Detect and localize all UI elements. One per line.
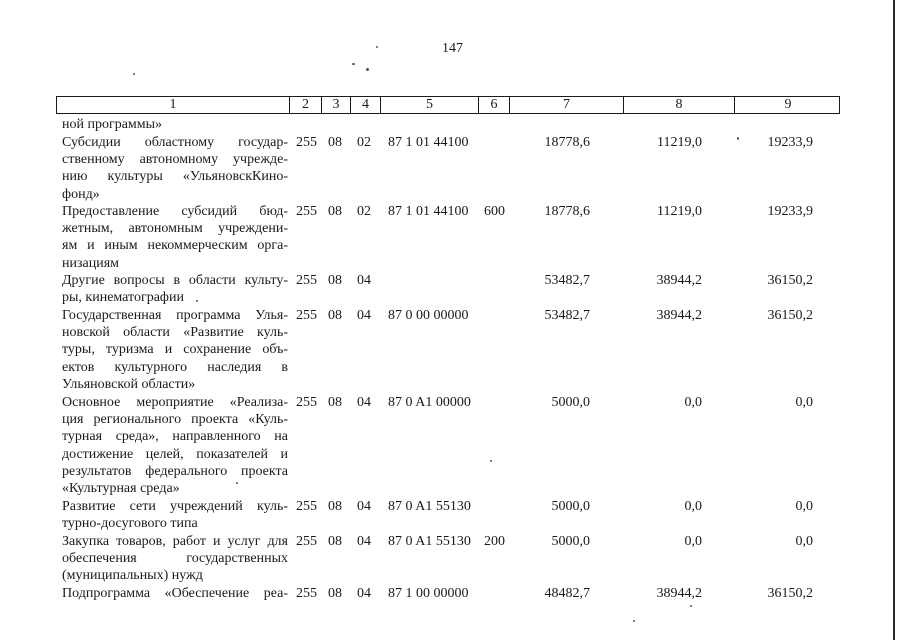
- amount-col-8: 38944,2: [656, 586, 702, 601]
- admin-code: 255: [296, 135, 317, 150]
- description-line: Подпрограмма «Обеспечение реа-: [62, 586, 288, 601]
- target-article-code: 87 0 00 00000: [388, 308, 469, 323]
- scan-speck: [196, 300, 198, 302]
- scan-speck: [690, 605, 692, 607]
- amount-col-8: 0,0: [684, 395, 702, 410]
- description-line: нию культуры «УльяновскКино-: [62, 169, 288, 185]
- description-line: (муниципальных) нужд: [62, 568, 203, 584]
- row-description: [62, 498, 288, 532]
- scan-speck: [352, 63, 355, 65]
- admin-code: 255: [296, 534, 317, 549]
- description-line: ной программы»: [62, 117, 163, 132]
- description-line: ектов культурного наследия в: [62, 359, 288, 375]
- amount-col-9: 0,0: [795, 395, 813, 410]
- amount-col-9: 19233,9: [767, 135, 813, 150]
- section-code: 08: [328, 395, 342, 410]
- amount-col-8: 0,0: [684, 534, 702, 549]
- amount-col-7: 18778,6: [544, 204, 590, 219]
- target-article-code: 87 0 A1 55130: [388, 534, 471, 549]
- amount-col-8: 38944,2: [656, 308, 702, 323]
- scan-speck: [737, 137, 739, 140]
- subsection-code: 04: [357, 273, 371, 288]
- expense-type-code: 200: [484, 534, 505, 549]
- target-article-code: 87 1 01 44100: [388, 135, 469, 150]
- amount-col-8: 0,0: [684, 499, 702, 514]
- row-description: [62, 203, 288, 272]
- target-article-code: 87 1 01 44100: [388, 204, 469, 219]
- header-col-8: 8: [624, 97, 735, 113]
- subsection-code: 04: [357, 586, 371, 601]
- description-line: Другие вопросы в области культу-: [62, 273, 288, 288]
- description-line: ственному автономному учрежде-: [62, 152, 288, 168]
- admin-code: 255: [296, 586, 317, 601]
- section-code: 08: [328, 499, 342, 514]
- amount-col-7: 5000,0: [551, 499, 590, 514]
- section-code: 08: [328, 308, 342, 323]
- amount-col-7: 53482,7: [544, 308, 590, 323]
- header-col-3: 3: [322, 97, 351, 113]
- header-col-6: 6: [479, 97, 510, 113]
- description-line: ры, кинематографии: [62, 290, 184, 306]
- description-line: низациям: [62, 255, 120, 271]
- description-line: ям и иным некоммерческим орга-: [62, 238, 288, 254]
- description-line: Государственная программа Улья-: [62, 308, 288, 323]
- row-description: [62, 585, 288, 602]
- description-line: Ульяновской области»: [62, 376, 196, 392]
- subsection-code: 02: [357, 135, 371, 150]
- row-description: [62, 394, 288, 497]
- description-line: обеспечения государственных: [62, 551, 288, 567]
- description-line: «Культурная среда»: [62, 481, 180, 497]
- row-description: [62, 116, 288, 133]
- description-line: Субсидии областному государ-: [62, 135, 288, 150]
- amount-col-7: 5000,0: [551, 395, 590, 410]
- subsection-code: 02: [357, 204, 371, 219]
- section-code: 08: [328, 204, 342, 219]
- row-description: [62, 134, 288, 203]
- admin-code: 255: [296, 204, 317, 219]
- subsection-code: 04: [357, 499, 371, 514]
- amount-col-8: 38944,2: [656, 273, 702, 288]
- amount-col-9: 36150,2: [767, 273, 813, 288]
- row-description: [62, 272, 288, 306]
- page-edge-border: [893, 0, 895, 640]
- scan-speck: [133, 73, 135, 75]
- amount-col-7: 18778,6: [544, 135, 590, 150]
- subsection-code: 04: [357, 395, 371, 410]
- header-col-7: 7: [510, 97, 624, 113]
- amount-col-8: 11219,0: [657, 204, 702, 219]
- header-col-4: 4: [351, 97, 381, 113]
- section-code: 08: [328, 586, 342, 601]
- scan-speck: [490, 460, 492, 462]
- scan-speck: [376, 46, 378, 48]
- admin-code: 255: [296, 499, 317, 514]
- section-code: 08: [328, 135, 342, 150]
- admin-code: 255: [296, 308, 317, 323]
- target-article-code: 87 0 A1 55130: [388, 499, 471, 514]
- page-number: 147: [442, 41, 463, 56]
- amount-col-9: 19233,9: [767, 204, 813, 219]
- description-line: турно-досугового типа: [62, 516, 198, 532]
- description-line: Основное мероприятие «Реализа-: [62, 395, 288, 410]
- scan-speck: [633, 620, 635, 622]
- description-line: ция регионального проекта «Куль-: [62, 412, 288, 428]
- section-code: 08: [328, 273, 342, 288]
- amount-col-9: 0,0: [795, 534, 813, 549]
- description-line: фонд»: [62, 186, 100, 202]
- subsection-code: 04: [357, 534, 371, 549]
- description-line: достижение целей, показателей и: [62, 446, 288, 462]
- target-article-code: 87 0 A1 00000: [388, 395, 471, 410]
- row-description: [62, 533, 288, 585]
- description-line: результатов федерального проекта: [62, 463, 288, 479]
- scan-speck: [236, 482, 238, 484]
- amount-col-9: 0,0: [795, 499, 813, 514]
- description-line: новской области «Развитие куль-: [62, 325, 288, 341]
- description-line: жетным, автономным учреждени-: [62, 221, 288, 237]
- description-line: Предоставление субсидий бюд-: [62, 204, 288, 219]
- description-line: туры, туризма и сохранение объ-: [62, 342, 288, 358]
- description-line: турная среда», направленного на: [62, 429, 288, 445]
- description-line: Закупка товаров, работ и услуг для: [62, 534, 288, 549]
- table-header: [56, 96, 840, 114]
- admin-code: 255: [296, 395, 317, 410]
- admin-code: 255: [296, 273, 317, 288]
- amount-col-9: 36150,2: [767, 308, 813, 323]
- target-article-code: 87 1 00 00000: [388, 586, 469, 601]
- header-col-9: 9: [784, 97, 792, 112]
- header-col-1: 1: [57, 97, 290, 113]
- header-col-2: 2: [290, 97, 322, 113]
- row-description: [62, 307, 288, 393]
- amount-col-7: 53482,7: [544, 273, 590, 288]
- amount-col-9: 36150,2: [767, 586, 813, 601]
- amount-col-8: 11219,0: [657, 135, 702, 150]
- amount-col-7: 5000,0: [551, 534, 590, 549]
- scan-speck: [366, 68, 369, 71]
- section-code: 08: [328, 534, 342, 549]
- subsection-code: 04: [357, 308, 371, 323]
- expense-type-code: 600: [484, 204, 505, 219]
- amount-col-7: 48482,7: [544, 586, 590, 601]
- description-line: Развитие сети учреждений куль-: [62, 499, 288, 514]
- header-col-5: 5: [381, 97, 479, 113]
